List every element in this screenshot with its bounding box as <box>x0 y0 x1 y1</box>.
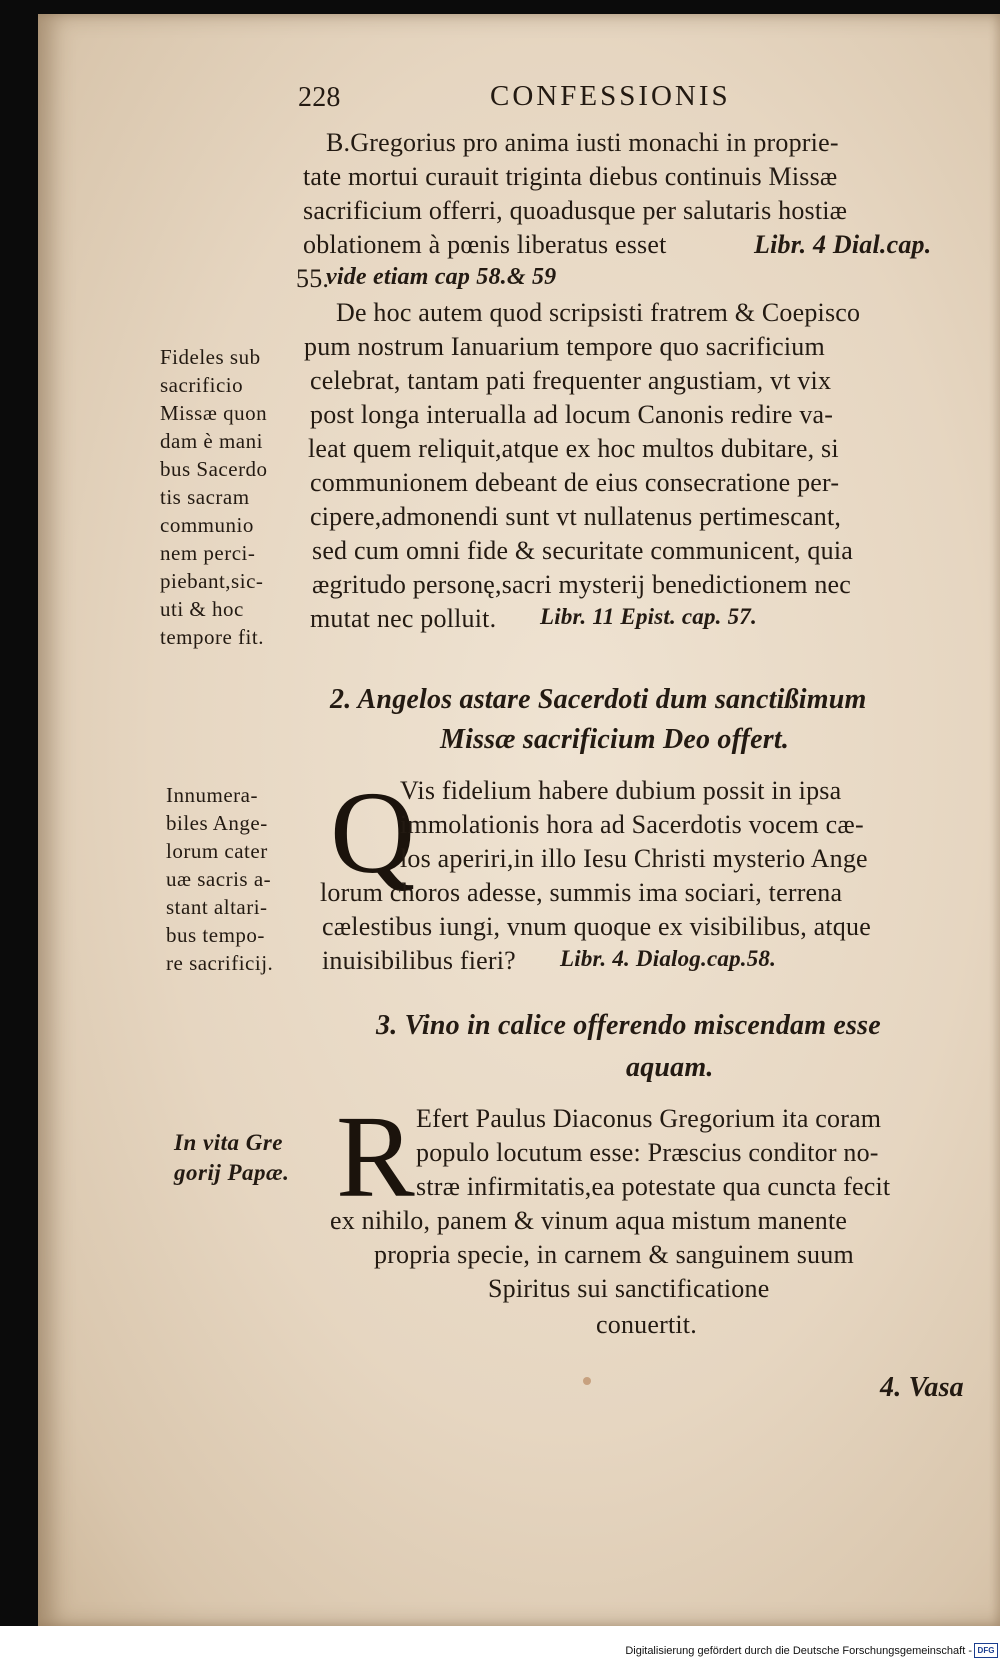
body-line: ægritudo personę,sacri mysterij benedictionem nec <box>312 570 852 599</box>
citation: 55. <box>296 264 330 293</box>
body-line: celebrat, tantam pati frequenter angustiam, vt vix <box>310 366 832 395</box>
body-line: stræ infirmitatis,ea potestate qua cuncta fecit <box>416 1172 891 1201</box>
body-line: lorum choros adesse, summis ima sociari, terrena <box>320 878 843 907</box>
body-line: mutat nec polluit. <box>310 604 497 633</box>
drop-cap: Q <box>330 767 416 898</box>
margin-note-line: Fideles sub <box>160 345 261 369</box>
body-line: inuisibilibus fieri? <box>322 946 516 975</box>
body-line: Spiritus sui sanctificatione <box>488 1274 770 1303</box>
body-line: cælestibus iungi, vnum quoque ex visibilibus, atque <box>322 912 871 941</box>
body-line: De hoc autem quod scripsisti fratrem & Coepisco <box>336 298 861 327</box>
body-line: sacrificium offerri, quoadusque per salutaris hostiæ <box>303 196 848 225</box>
section-heading: 2. Angelos astare Sacerdoti dum sanctißimum <box>330 684 867 715</box>
margin-note-line: In vita Gre <box>174 1130 283 1155</box>
citation: vide etiam cap 58.& 59 <box>326 264 557 290</box>
citation: Libr. 4. Dialog.cap.58. <box>560 946 777 971</box>
margin-note-line: Innumera- <box>166 783 258 807</box>
section-heading: Missæ sacrificium Deo offert. <box>440 724 790 755</box>
margin-note-line: re sacrificij. <box>166 951 274 975</box>
margin-note-line: dam è mani <box>160 429 263 453</box>
paper-stain <box>583 1377 591 1385</box>
dfg-logo: DFG <box>974 1643 998 1658</box>
margin-note-line: piebant,sic- <box>160 569 264 593</box>
body-line: populo locutum esse: Præscius conditor no- <box>416 1138 879 1167</box>
margin-note-line: uti & hoc <box>160 597 244 621</box>
body-line: leat quem reliquit,atque ex hoc multos dubitare, si <box>308 434 839 463</box>
body-line: propria specie, in carnem & sanguinem suum <box>374 1240 854 1269</box>
body-line: ex nihilo, panem & vinum aqua mistum manente <box>330 1206 848 1235</box>
margin-note-line: biles Ange- <box>166 811 268 835</box>
drop-cap: R <box>336 1091 415 1222</box>
body-line: B.Gregorius pro anima iusti monachi in proprie- <box>326 128 839 157</box>
body-line: sed cum omni fide & securitate communicent, quia <box>312 536 854 565</box>
body-line: los aperiri,in illo Iesu Christi mysterio Ange <box>400 844 868 873</box>
body-line: conuertit. <box>596 1310 697 1339</box>
margin-note-line: uæ sacris a- <box>166 867 272 891</box>
margin-note-line: tempore fit. <box>160 625 264 649</box>
margin-note-line: communio <box>160 513 254 537</box>
catchword: 4. Vasa <box>880 1372 964 1403</box>
section-heading: 3. Vino in calice offerendo miscendam esse <box>376 1010 881 1041</box>
margin-note-line: bus Sacerdo <box>160 457 268 481</box>
margin-note-line: tis sacram <box>160 485 250 509</box>
digitization-credit: Digitalisierung gefördert durch die Deutsche Forschungsgemeinschaft - <box>625 1645 972 1657</box>
body-line: cipere,admonendi sunt vt nullatenus pertimescant, <box>310 502 842 531</box>
body-line: pum nostrum Ianuarium tempore quo sacrificium <box>304 332 825 361</box>
citation: Libr. 11 Epist. cap. 57. <box>540 604 757 629</box>
margin-note-line: sacrificio <box>160 373 244 397</box>
body-line: immolationis hora ad Sacerdotis vocem cæ- <box>400 810 864 839</box>
citation: Libr. 4 Dial.cap. <box>754 230 932 259</box>
running-head: CONFESSIONIS <box>490 80 731 112</box>
margin-note-line: stant altari- <box>166 895 268 919</box>
margin-note-line: lorum cater <box>166 839 268 863</box>
body-line: Vis fidelium habere dubium possit in ipsa <box>400 776 842 805</box>
body-line: tate mortui curauit triginta diebus continuis Missæ <box>303 162 838 191</box>
body-line: communionem debeant de eius consecratione per- <box>310 468 840 497</box>
margin-note-line: gorij Papæ. <box>174 1160 290 1185</box>
margin-note-line: Missæ quon <box>160 401 268 425</box>
body-line: post longa interualla ad locum Canonis redire va- <box>310 400 834 429</box>
section-heading: aquam. <box>626 1052 714 1083</box>
margin-note-line: bus tempo- <box>166 923 265 947</box>
body-line: Efert Paulus Diaconus Gregorium ita coram <box>416 1104 882 1133</box>
margin-note-line: nem perci- <box>160 541 256 565</box>
body-line: oblationem à pœnis liberatus esset <box>303 230 667 259</box>
page-number: 228 <box>298 82 341 113</box>
